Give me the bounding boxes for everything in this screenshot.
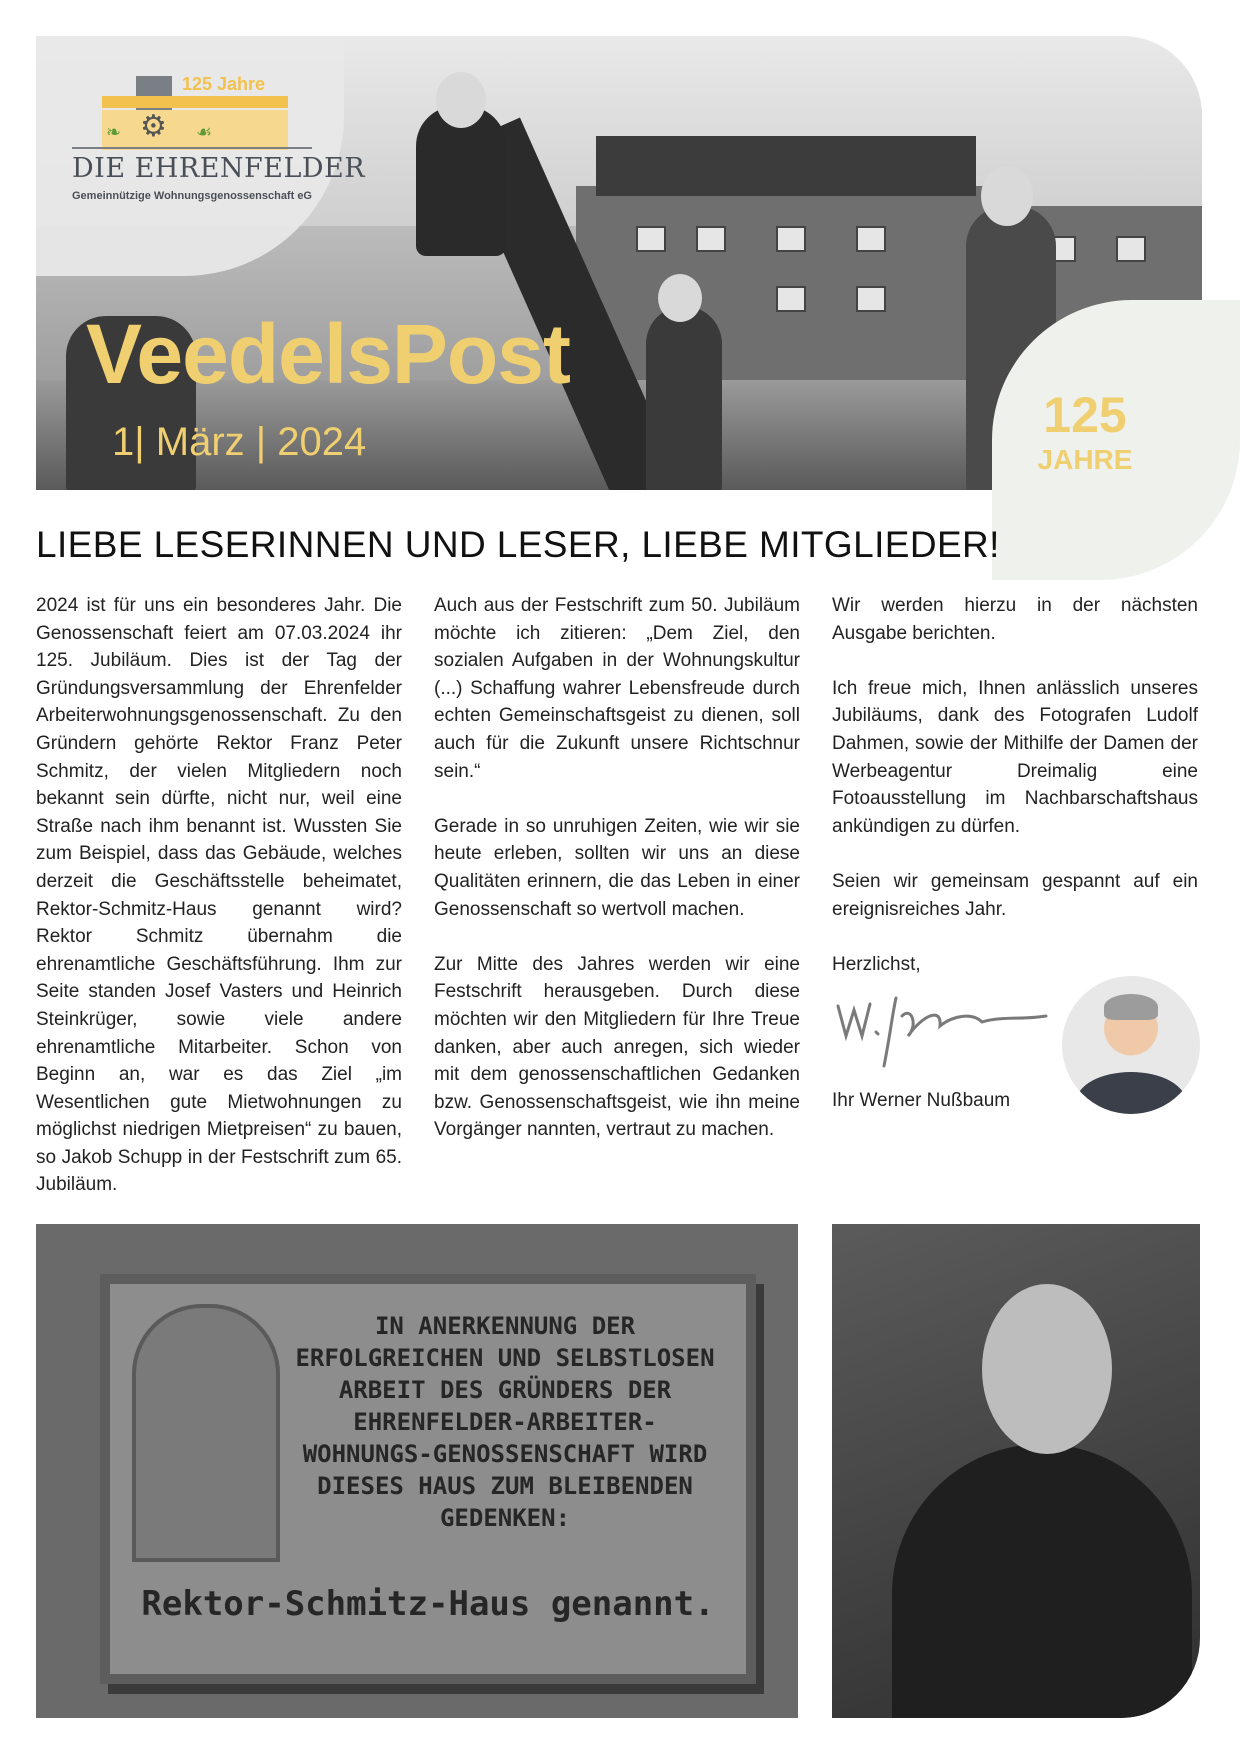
gear-icon: ⚙: [140, 109, 167, 144]
badge-word: JAHRE: [1037, 444, 1133, 475]
issue-date: 1| März | 2024: [112, 420, 367, 464]
logo-bar: [102, 96, 288, 108]
plaque-relief: [132, 1304, 280, 1562]
logo-houses: [102, 110, 288, 150]
greeting: Herzlichst,: [832, 953, 921, 975]
leaf-icon: ☙: [196, 122, 213, 143]
founder-head: [982, 1284, 1112, 1454]
hero-head: [981, 166, 1033, 226]
signer-name: Ihr Werner Nußbaum: [832, 1090, 1011, 1111]
hero-window: [696, 226, 726, 252]
author-suit: [1076, 1072, 1186, 1114]
paragraph: Zur Mitte des Jahres werden wir eine Festschrift herausgeben. Durch diese möchten wir den Mitgliedern für Ihre Treue danken, aber auch anregen, sich wieder mit dem genossenschaftlichen Gedanken bzw. Genossenschaftsgeist, wie ihn meine Vorgänger nannten, vertraut zu machen.: [434, 953, 800, 1141]
founder-body: [892, 1444, 1192, 1718]
text-column-2: [434, 592, 800, 1171]
logo-name: DIE EHRENFELDER: [72, 153, 366, 184]
hero-window: [856, 226, 886, 252]
hero-window: [636, 226, 666, 252]
paragraph: 2024 ist für uns ein besonderes Jahr. Die Genossenschaft feiert am 07.03.2024 ihr 125. Jubiläum. Dies ist der Tag der Gründungsversammlung der Ehrenfelder Arbeiterwohnungsgenossenschaft. Zu den Gründern gehörte Rektor Franz Peter Schmitz, der vielen Mitgliedern noch bekannt sein dürfte, nicht nur, weil eine Straße nach ihm benannt ist. Wussten Sie zum Beispiel, dass das Gebäude, welches derzeit die Geschäftsstelle beheimatet, Rektor-Schmitz-Haus genannt wird? Rektor Schmitz übernahm die ehrenamtliche Geschäftsführung. Ihm zur Seite standen Josef Vasters und Heinrich Steinkrüger, sowie viele andere ehrenamtliche Mitarbeiter. Schon von Beginn an, war es das Ziel „im Wesentlichen gute Mietwohnungen zu möglichst niedrigen Mietpreisen“ zu bauen, so Jakob Schupp in der Festschrift zum 65. Jubiläum.: [36, 595, 402, 1196]
hero-woman: [646, 306, 722, 490]
text-column-3: [832, 592, 1198, 1006]
hero-window: [1116, 236, 1146, 262]
plaque-inscription: IN ANERKENNUNG DER ERFOLGREICHEN UND SELBSTLOSEN ARBEIT DES GRÜNDERS DER EHRENFELDER-ARBEITER-WOHNUNGS-GENOSSENSCHAFT WIRD DIESES HAUS ZUM BLEIBENDEN GEDENKEN:: [295, 1312, 715, 1532]
hero-man-sliding: [416, 106, 506, 256]
paragraph: Auch aus der Festschrift zum 50. Jubiläum möchte ich zitieren: „Dem Ziel, den sozialen Aufgaben in der Wohnungskultur (...) Schaffung wahrer Lebensfreude durch echten Gemeinschaftsgeist zu dienen, soll auch für die Zukunft unsere Richtschnur sein.“: [434, 595, 800, 782]
logo-rule: [72, 147, 312, 149]
paragraph: Ich freue mich, Ihnen anlässlich unseres Jubiläums, dank des Fotografen Ludolf Dahmen, sowie der Mithilfe der Damen der Werbeagentur Dreimalig eine Fotoausstellung im Nachbarschaftshaus ankündigen zu dürfen.: [832, 677, 1198, 837]
leaf-icon: ❧: [106, 122, 122, 143]
hero-head: [436, 72, 486, 128]
hero-window: [776, 286, 806, 312]
page-headline: LIEBE LESERINNEN UND LESER, LIEBE MITGLIEDER!: [36, 524, 1000, 565]
masthead-title: VeedelsPost: [86, 307, 570, 401]
signature-image: [832, 976, 1052, 1086]
plaque-house-name: Rektor-Schmitz-Haus genannt.: [141, 1584, 715, 1624]
memorial-plaque: [100, 1274, 756, 1684]
hero-window: [776, 226, 806, 252]
hero-head: [658, 274, 702, 322]
paragraph: Seien wir gemeinsam gespannt auf ein ereignisreiches Jahr.: [832, 870, 1198, 920]
author-hair: [1104, 994, 1158, 1020]
plaque-photo: [36, 1224, 798, 1718]
text-column-1: [36, 592, 402, 1227]
logo-subtitle: Gemeinnützige Wohnungsgenossenschaft eG: [72, 190, 312, 202]
founder-portrait: [832, 1224, 1200, 1718]
logo-anniversary: 125 Jahre: [182, 74, 266, 94]
paragraph: Gerade in so unruhigen Zeiten, wie wir sie heute erleben, sollten wir uns an diese Qualitäten erinnern, die das Leben in einer Genossenschaft so wertvoll machen.: [434, 815, 800, 920]
badge-number: 125: [1043, 387, 1127, 443]
hero-roof: [596, 136, 976, 196]
author-portrait: [1062, 976, 1200, 1114]
paragraph: Wir werden hierzu in der nächsten Ausgabe berichten.: [832, 595, 1198, 644]
hero-window: [856, 286, 886, 312]
